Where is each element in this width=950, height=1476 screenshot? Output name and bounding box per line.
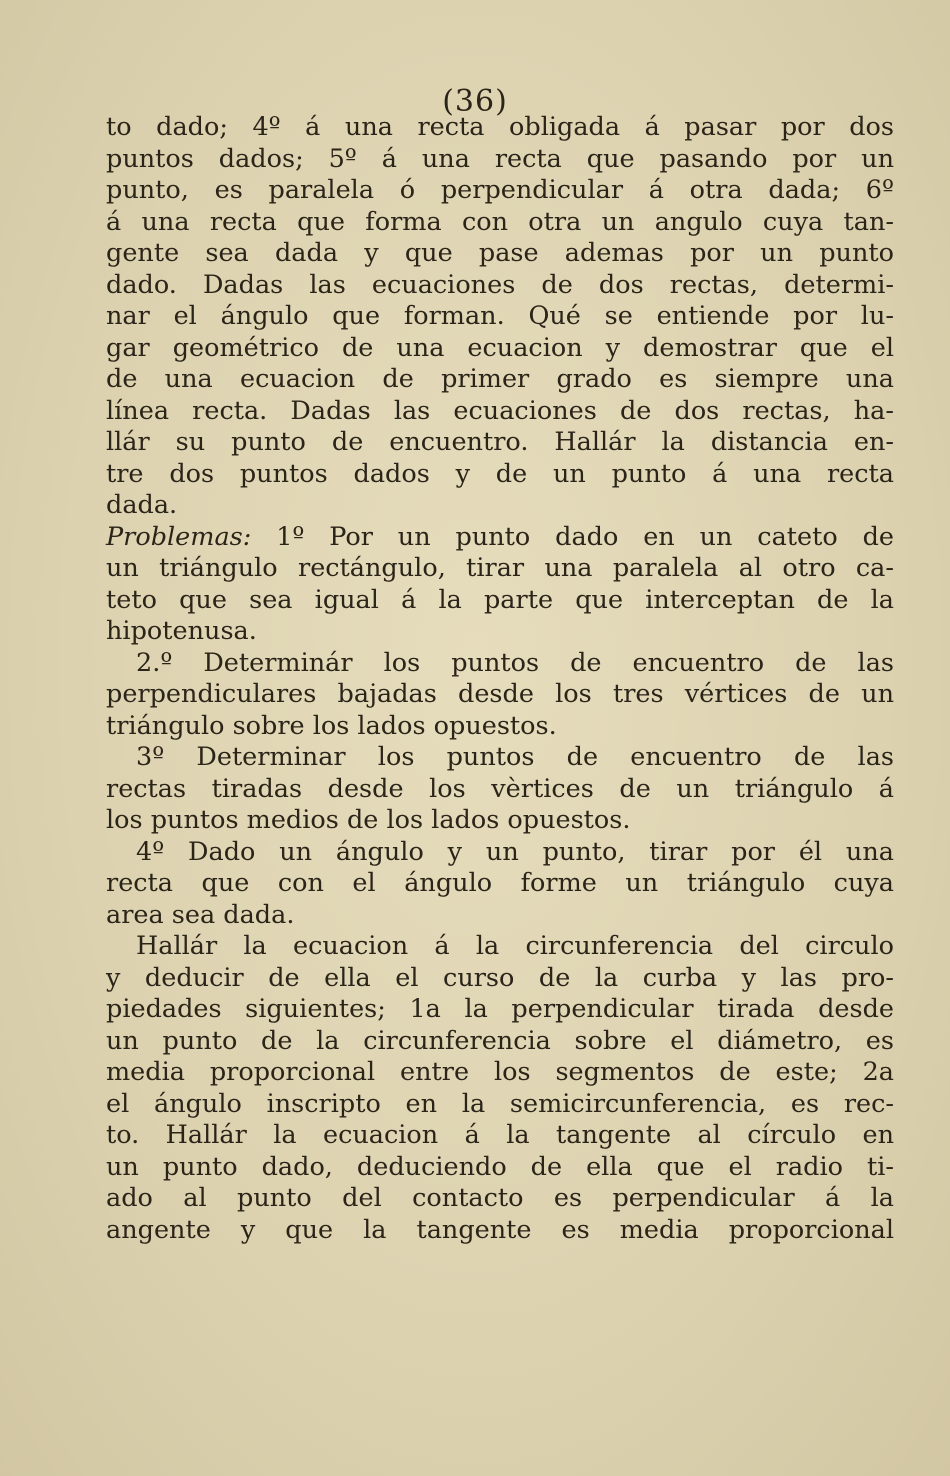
- page-number: (36): [442, 84, 508, 119]
- text-line: línea recta. Dadas las ecuaciones de dos rectas, ha-: [106, 395, 894, 426]
- text-line: 4º Dado un ángulo y un punto, tirar por él una: [136, 836, 894, 867]
- text-line: punto, es paralela ó perpendicular á otra dada; 6º: [106, 175, 894, 205]
- text-line: dada.: [106, 490, 178, 520]
- text-line: un triángulo rectángulo, tirar una paralela al otro ca-: [106, 553, 894, 583]
- text-line: triángulo sobre los lados opuestos.: [106, 710, 557, 741]
- text-line: nar el ángulo que forman. Qué se entiende por lu-: [106, 301, 894, 331]
- text-line: tre dos puntos dados y de un punto á una recta: [106, 458, 894, 489]
- text-line: y deducir de ella el curso de la curba y las pro-: [106, 962, 894, 993]
- problemas-first-line: 1º Por un punto dado en un cateto de: [251, 521, 894, 552]
- text-line: rectas tiradas desde los vèrtices de un triángulo á: [106, 773, 894, 804]
- text-line: teto que sea igual á la parte que interceptan de la: [106, 584, 894, 615]
- text-line: 3º Determinar los puntos de encuentro de las: [136, 742, 894, 772]
- text-line: [106, 522, 894, 554]
- text-line: dado. Dadas las ecuaciones de dos rectas, determi-: [106, 269, 894, 300]
- text-line: hipotenusa.: [106, 616, 257, 646]
- text-line: piedades siguientes; 1a la perpendicular tirada desde: [106, 994, 894, 1024]
- text-line: 2.º Determinár los puntos de encuentro de las: [136, 647, 894, 678]
- problemas-heading: Problemas:: [106, 521, 252, 552]
- text-line: un punto dado, deduciendo de ella que el radio ti-: [106, 1151, 894, 1182]
- text-line: perpendiculares bajadas desde los tres vértices de un: [106, 679, 894, 709]
- text-line: á una recta que forma con otra un angulo cuya tan-: [106, 206, 894, 237]
- text-line: puntos dados; 5º á una recta que pasando por un: [106, 143, 894, 174]
- text-line: area sea dada.: [106, 899, 295, 930]
- text-line: los puntos medios de los lados opuestos.: [106, 805, 631, 835]
- text-line: el ángulo inscripto en la semicircunferencia, es rec-: [106, 1088, 894, 1119]
- text-line: llár su punto de encuentro. Hallár la distancia en-: [106, 427, 894, 457]
- text-line: angente y que la tangente es media proporcional: [106, 1214, 894, 1245]
- text-line: to dado; 4º á una recta obligada á pasar por dos: [106, 112, 894, 142]
- text-line: ado al punto del contacto es perpendicular á la: [106, 1183, 894, 1213]
- text-line: gente sea dada y que pase ademas por un punto: [106, 238, 894, 268]
- text-line: gar geométrico de una ecuacion y demostrar que el: [106, 332, 894, 363]
- text-line: un punto de la circunferencia sobre el diámetro, es: [106, 1025, 894, 1056]
- text-line: recta que con el ángulo forme un triángulo cuya: [106, 868, 894, 898]
- text-line: media proporcional entre los segmentos de este; 2a: [106, 1057, 894, 1087]
- body-text: [106, 112, 894, 1246]
- text-line: de una ecuacion de primer grado es siempre una: [106, 364, 894, 394]
- text-line: to. Hallár la ecuacion á la tangente al círculo en: [106, 1120, 894, 1150]
- text-line: Hallár la ecuacion á la circunferencia del circulo: [136, 931, 894, 961]
